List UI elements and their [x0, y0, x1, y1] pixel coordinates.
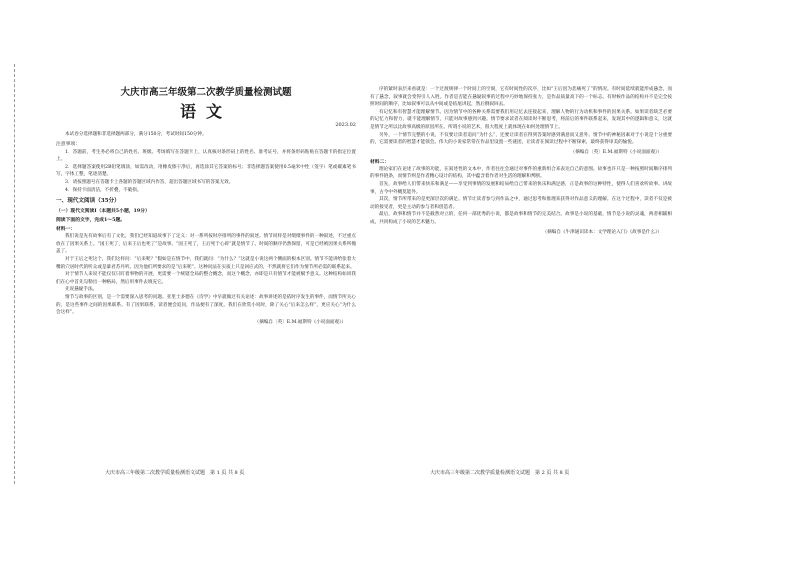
body-paragraph: 对于王后之死这个，我们这样问：“后来呢？”假如是在情节中，我们就问：“为什么？”这就是小说这两个侧面的根本区别。情节不能讲给张着大嘴的穴居时代的听众或是暴君苏丹听。因为他们所要求的是“后来呢”。这种问法在实质上只是回应式的，不然就将它们作为情节所必需的联系起来。 [56, 256, 356, 270]
body-paragraph: 先说悬疑手法。 [65, 287, 98, 293]
body-paragraph: 序的紧时表层来看就是：一个过渡规律一个时间上的空洞，它有时间性的次序，比如“王后因为悲痛死了”的情况。有时间延续就能形成悬念，而有了悬念，叙事就会变得引人入胜。作者是否能在悬疑叙事的过程中巧妙地保持张力，是作品质量高下的一个标志。有时候作品的结构并不是完全按照时间的顺序，比如叙事可以从中间或是结尾讲起，然后倒叙回去。 [370, 87, 672, 108]
body-paragraph: 理论家们在论述了故事的功能，在叙述性的文本中，作者往往会通过对事件的重新组合来表达自己的意图。故事也许只是一种按照时间顺序排列的事件链条，而情节则是作者精心设计的结构，其中蕴含着作者对生活的理解和判断。 [370, 166, 672, 180]
material-label: 材料二： [370, 158, 390, 165]
note-item: 1．答题前，考生务必将自己的姓名、班级、考场填写在答题卡上，认真核对条形码上的姓名、准考证号，并将条形码粘贴在答题卡的指定位置上。 [56, 149, 356, 163]
notes-title: 注意事项： [56, 141, 80, 147]
material-label: 材料一： [56, 226, 76, 233]
body-paragraph: 首先，故事给人们带来快乐和满足——享受到事情的发展和结局给自己带来的快乐和满足感，正是故事的这种特性，使得人们喜欢听故事、讲故事，古今中外概莫能外。 [370, 181, 672, 195]
body-paragraph: 其次，情节所带来的是更深层次的满足。情节让读者参与到作品之中，通过思考和推理来获得对作品意义的理解。在这个过程中，读者不仅是被动的接受者，更是主动的参与者和创造者。 [370, 197, 672, 210]
note-item: 2．选择题答案使用2B铅笔填涂，如需改动，用橡皮擦干净后，再选涂其它答案的标号；非选择题答案使用0.5毫米中性（签字）笔或碳素笔书写，字体工整，笔迹清楚。 [56, 164, 356, 178]
section-heading: 一、现代文阅读（35分） [56, 198, 120, 205]
exam-page-right [370, 86, 672, 464]
exam-date: 2023.02 [335, 122, 356, 128]
source-citation: （摘编自〔英〕E.M.福斯特《小说面面观》） [570, 149, 662, 155]
page-footer-right: 大庆市高三年级第二次教学质量检测语文试题 第 2 页 共 8 页 [430, 470, 570, 476]
fold-line [14, 64, 16, 484]
note-item: 3．请按照题号在答题卡上各题的答题区域内作答，超出答题区域书写的答案无效。 [65, 179, 234, 185]
body-paragraph: 另外，一个情节完整的小说，不仅要让读者追问“为什么”，还要让读者在得到答案时感到满意而又意外。情节中的神秘因素对于小说是十分重要的，它需要读者的智慧才能领会。伟大的小说家常常在作品里设置一些谜团，让读者在阅读过程中不断探索，最终获得审美的愉悦。 [370, 132, 672, 146]
source-citation: （摘编自〔英〕E.M.福斯特《小说面面观》） [254, 319, 346, 325]
note-item: 4．保持卡面清洁，不折叠，不破损。 [65, 187, 142, 193]
body-paragraph: 最后，故事和情节并不是截然对立的，任何一部优秀的小说，都是故事和情节的完美结合。故事是小说的基础，情节是小说的灵魂，两者相辅相成，共同构成了小说的艺术魅力。 [370, 212, 672, 225]
source-citation: （摘编自《牛津通识读本：文学理论入门》《故事是什么》） [542, 229, 662, 235]
exam-intro: 本试卷分选择题和非选择题两部分，满分150分，考试时间150分钟。 [65, 132, 207, 137]
body-paragraph: 对于情节人来说不能仅仅只盯着事物的开展，更需要一个统辖全局的整合概念，而这个概念，亦即是只有情节才能被赋予意义。这种结构如同我们在心中首先勾勒出一种格局，然后用事件去填充它。 [56, 272, 356, 285]
reading-instruction: 阅读下面的文字，完成1～5题。 [56, 217, 126, 224]
subsection-heading: （一）现代文阅读Ⅰ（本题共5小题，19分） [56, 208, 150, 215]
page-footer-left: 大庆市高三年级第二次教学质量检测语文试题 第 1 页 共 8 页 [105, 470, 245, 476]
exam-title: 大庆市高三年级第二次教学质量检测试题 [120, 87, 292, 98]
body-paragraph: 我们说是先有故事后有了文化，我们已经知道故事下了定义：对一系列按时序排列的事件的叙述。情节同样是对缀缀事件的一种叙述，不过重点放在了因果关系上。“国王死了，后来王后也死了”是故事。“国王死了，王后死于心碎”就是情节了。时间的顺序仍然保留，可是已经被因果关系所掩盖了。 [56, 234, 356, 255]
body-paragraph: 有记忆和有智慧才能理解情节。因为情节中的各种关系需要我们用记忆去连接起来，理解人物的行为动机和事件的因果关系。如果读者缺乏必要的记忆力和智力，就不能理解情节，只能对故事感到兴趣。情节要求读者在阅读时不断思考，将前后的事件联系起来，发现其中的逻辑和意义，这就是情节之所以比故事高级的原因所在。所谓小说的艺术，很大程度上就体现在如何处理情节上。 [370, 109, 672, 130]
subject-title: 语文 [179, 102, 232, 121]
body-paragraph: 情节与故事的区别，是一个需要深入思考的问题。亚里士多德在《诗学》中早就做过有关论述：故事讲述的是依时序发生的事件，而情节所关心的，是这些事件之间的因果联系。有了因果联系，读者便会追问，作品便有了深度。我们在欣赏小说时，除了关心“后来怎么样”，更应关心“为什么会这样”。 [56, 294, 356, 316]
exam-page-left [56, 86, 356, 464]
